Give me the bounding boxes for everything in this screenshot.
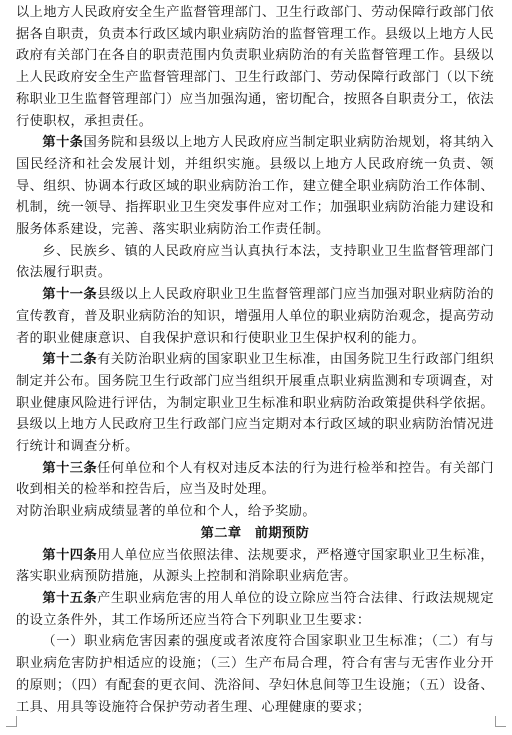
article-number: 第十五条: [42, 590, 98, 606]
article-number: 第十条: [42, 135, 84, 151]
chapter-title: 前期预防: [254, 525, 310, 541]
page-corner-mark-left: [6, 716, 17, 727]
article-10: [16, 132, 494, 241]
paragraph-text: （一）职业病危害因素的强度或者浓度符合国家职业卫生标准；（二）有与职业病危害防护相适应的设施；（三）生产布局合理，符合有害与无害作业分开的原则；（四）有配套的更衣间、洗浴间、孕妇休息间等卫生设施；（五）设备、工具、用具等设施符合保护劳动者生理、心理健康的要求；: [16, 634, 494, 715]
article-13: [16, 458, 494, 501]
article-number: 第十二条: [42, 352, 98, 368]
document-body: [16, 2, 494, 718]
article-15-requirements: [16, 631, 494, 718]
article-number: 第十三条: [42, 460, 98, 476]
page-corner-mark-right: [495, 716, 506, 727]
article-number: 第十四条: [42, 547, 98, 563]
paragraph-text: 以上地方人民政府安全生产监督管理部门、卫生行政部门、劳动保障行政部门依据各自职责，负责本行政区域内职业病防治的监督管理工作。县级以上地方人民政府有关部门在各自的职责范围内负责职业病防治的有关监督管理工作。县级以上人民政府安全生产监督管理部门、卫生行政部门、劳动保障行政部门（以下统称职业卫生监督管理部门）应当加强沟通，密切配合，按照各自职责分工，依法行使职权，承担责任。: [16, 5, 494, 129]
paragraph-text: 产生职业病危害的用人单位的设立除应当符合法律、行政法规规定的设立条件外，其工作场所还应当符合下列职业卫生要求：: [16, 590, 494, 628]
chapter-number: 第二章: [200, 525, 242, 541]
article-12: [16, 349, 494, 458]
article-11: [16, 284, 494, 349]
article-14: [16, 545, 494, 588]
paragraph-text: 用人单位应当依照法律、法规要求，严格遵守国家职业卫生标准，落实职业病预防措施，从源头上控制和消除职业病危害。: [16, 547, 494, 585]
paragraph-supervision-departments: [16, 2, 494, 132]
article-15: [16, 588, 494, 631]
paragraph-text: 对防治职业病成绩显著的单位和个人，给予奖励。: [16, 504, 317, 520]
paragraph-text: 任何单位和个人有权对违反本法的行为进行检举和控告。有关部门收到相关的检举和控告后，应当及时处理。: [16, 460, 494, 498]
article-number: 第十一条: [42, 287, 98, 303]
paragraph-text: 县级以上人民政府职业卫生监督管理部门应当加强对职业病防治的宣传教育，普及职业病防治的知识，增强用人单位的职业病防治观念，提高劳动者的职业健康意识、自我保护意识和行使职业卫生保护权利的能力。: [16, 287, 494, 346]
paragraph-text: 有关防治职业病的国家职业卫生标准，由国务院卫生行政部门组织制定并公布。国务院卫生行政部门应当组织开展重点职业病监测和专项调查，对职业健康风险进行评估，为制定职业卫生标准和职业病防治政策提供科学依据。县级以上地方人民政府卫生行政部门应当定期对本行政区域的职业病防治情况进行统计和调查分析。: [16, 352, 494, 455]
paragraph-rewards: [16, 501, 494, 523]
paragraph-text: 乡、民族乡、镇的人民政府应当认真执行本法，支持职业卫生监督管理部门依法履行职责。: [16, 243, 494, 281]
chapter-heading: [16, 523, 494, 545]
paragraph-text: 国务院和县级以上地方人民政府应当制定职业病防治规划，将其纳入国民经济和社会发展计划，并组织实施。县级以上地方人民政府统一负责、领导、组织、协调本行政区域的职业病防治工作，建立健全职业病防治工作体制、机制，统一领导、指挥职业卫生突发事件应对工作；加强职业病防治能力建设和服务体系建设，完善、落实职业病防治工作责任制。: [16, 135, 494, 238]
paragraph-township-governments: [16, 241, 494, 284]
